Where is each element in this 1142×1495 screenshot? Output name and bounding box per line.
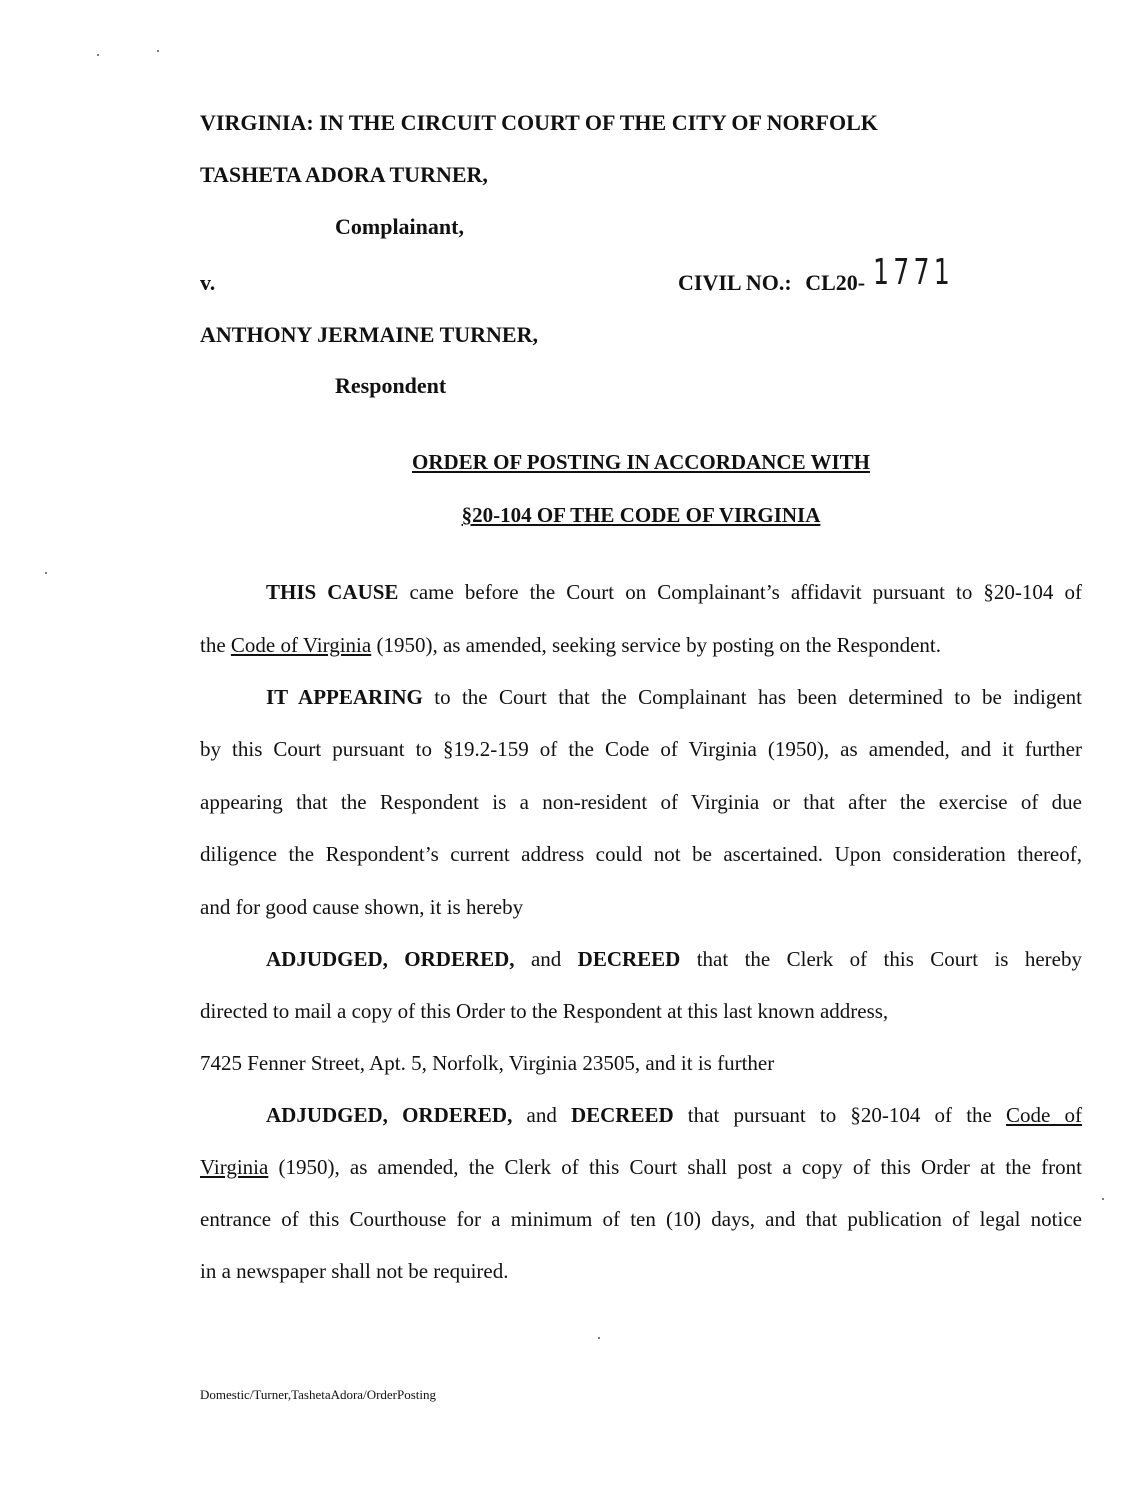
para4-line4: in a newspaper shall not be required. (200, 1259, 509, 1283)
para1-line1 (266, 580, 1082, 605)
para1-line2-rest: (1950), as amended, seeking service by posting on the Respondent. (371, 633, 941, 657)
footer-file-path: Domestic/Turner,TashetaAdora/OrderPosting (200, 1387, 437, 1402)
para3-decreed: DECREED (577, 947, 681, 971)
civil-no-handwritten: 1771 (873, 252, 954, 293)
para2-line2: by this Court pursuant to §19.2-159 of the Code of Virginia (1950), as amended, and it further (200, 737, 1082, 761)
court-caption: VIRGINIA: IN THE CIRCUIT COURT OF THE CITY OF NORFOLK (200, 110, 878, 135)
respondent-role: Respondent (335, 373, 447, 398)
code-of-virginia-ref: Code of Virginia (230, 633, 372, 657)
para2-lead: IT APPEARING (266, 685, 423, 709)
para4-line2 (200, 1155, 1082, 1180)
scan-speck (157, 50, 159, 52)
virginia-ref-part2: Virginia (200, 1155, 269, 1179)
para2-line3: appearing that the Respondent is a non-resident of Virginia or that after the exercise of due (200, 790, 1082, 814)
scan-speck (1102, 1198, 1104, 1200)
order-title-line1: ORDER OF POSTING IN ACCORDANCE WITH (412, 450, 870, 474)
para4-line1 (266, 1103, 1082, 1128)
para3-line3-address: 7425 Fenner Street, Apt. 5, Norfolk, Virginia 23505, and it is further (200, 1051, 775, 1075)
para3-and: and (514, 947, 578, 971)
civil-no-label: CIVIL NO.: (678, 270, 792, 295)
para3-adjudged: ADJUDGED, ORDERED, (266, 947, 515, 971)
para1-lead: THIS CAUSE (266, 580, 399, 604)
para4-decreed: DECREED (570, 1103, 674, 1127)
para3-line1 (266, 947, 1082, 972)
para1-line2 (200, 633, 1082, 658)
scan-speck (97, 54, 99, 56)
para1-line2-pre: the (200, 633, 231, 657)
respondent-name: ANTHONY JERMAINE TURNER, (200, 322, 538, 347)
para2-line5: and for good cause shown, it is hereby (200, 895, 524, 919)
para2-line1-rest: to the Court that the Complainant has been determined to be indigent (422, 685, 1082, 709)
para1-line1-rest: came before the Court on Complainant’s affidavit pursuant to §20-104 of (398, 580, 1082, 604)
para2-line1 (266, 685, 1082, 710)
versus: v. (200, 270, 216, 295)
para4-line2-rest: (1950), as amended, the Clerk of this Court shall post a copy of this Order at the front (268, 1155, 1082, 1179)
para4-and: and (512, 1103, 571, 1127)
scan-speck (598, 1337, 600, 1339)
para3-line1-rest: that the Clerk of this Court is hereby (680, 947, 1082, 971)
civil-no-prefix: CL20- (805, 270, 866, 295)
civil-number (678, 270, 865, 296)
para3-line2: directed to mail a copy of this Order to the Respondent at this last known address, (200, 999, 889, 1023)
code-of-ref-part1: Code of (1006, 1103, 1082, 1127)
complainant-name: TASHETA ADORA TURNER, (200, 162, 488, 187)
para4-line1-rest: that pursuant to §20-104 of the (673, 1103, 1007, 1127)
para4-line3: entrance of this Courthouse for a minimum of ten (10) days, and that publication of legal notice (200, 1207, 1082, 1231)
para4-adjudged: ADJUDGED, ORDERED, (266, 1103, 513, 1127)
complainant-role: Complainant, (335, 214, 464, 239)
order-title-line2: §20-104 OF THE CODE OF VIRGINIA (461, 503, 821, 527)
para2-line4: diligence the Respondent’s current address could not be ascertained. Upon consideration thereof, (200, 842, 1082, 866)
scan-speck (45, 572, 47, 574)
